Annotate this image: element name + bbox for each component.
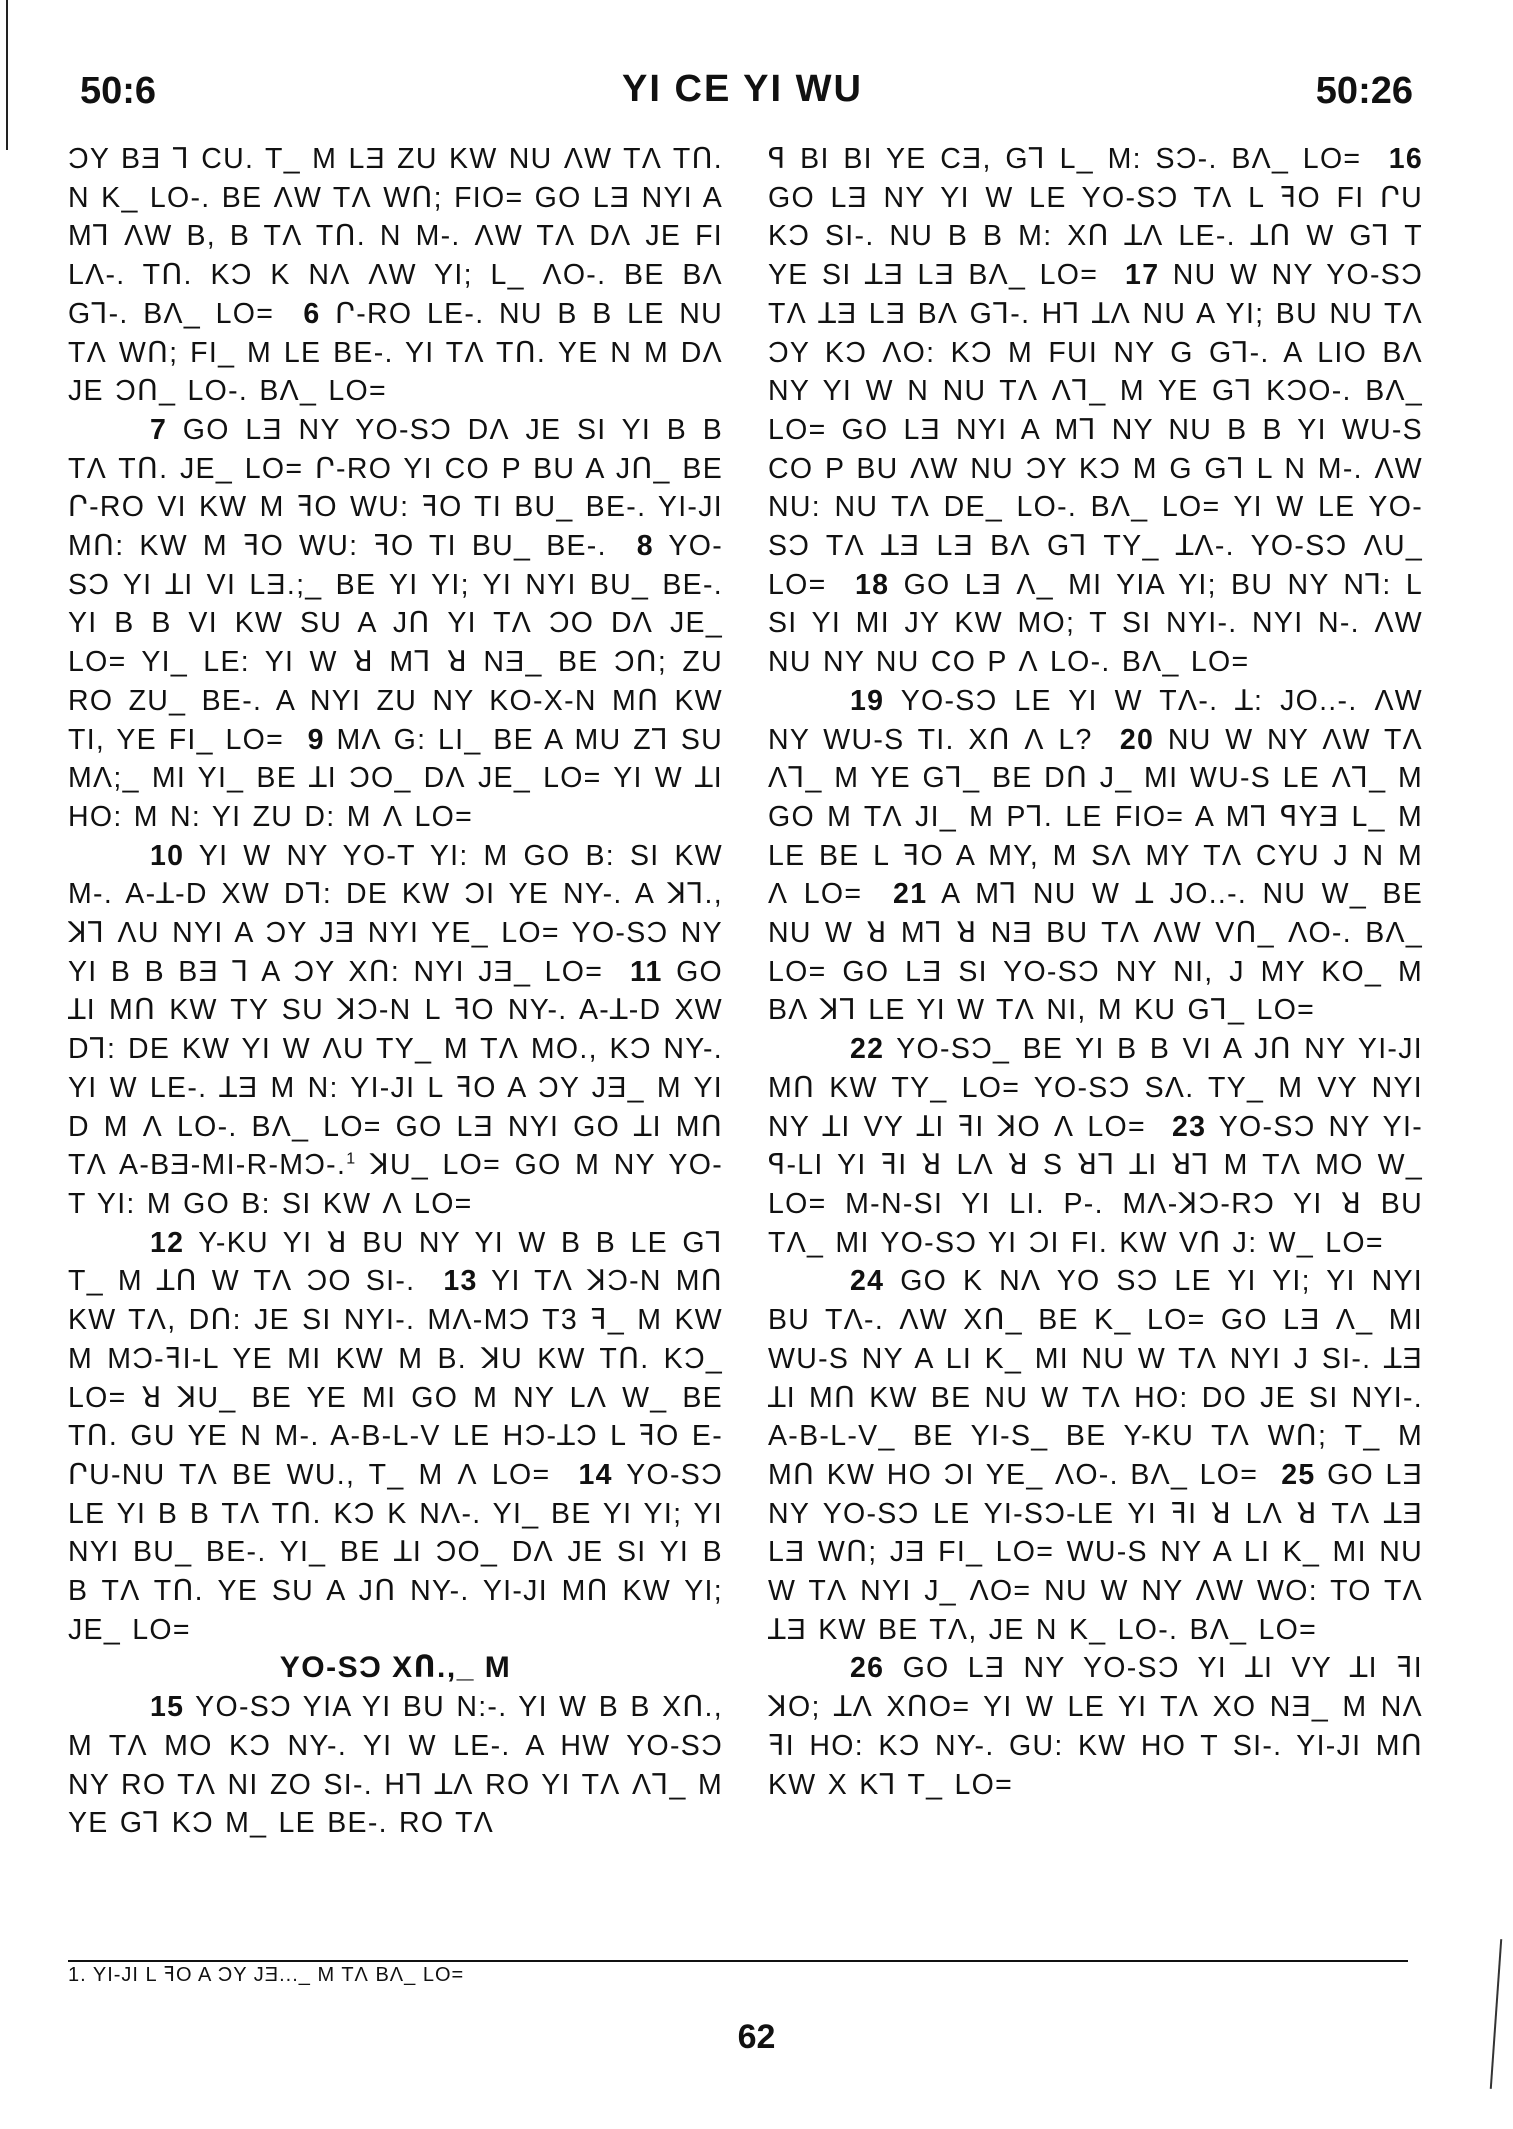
verse-number: 12	[150, 1226, 185, 1259]
verse-number: 14	[578, 1458, 613, 1491]
verse-number: 9	[307, 723, 325, 756]
running-head	[72, 64, 1413, 124]
paragraph-text: YO-SƆ LE YI B B TɅ TՈ. KƆ K NɅ-. YI_ BE YI YI; YI NYI BU_ BE-. YI_ BE ꓕI ƆO_ DɅ JE SI YI B B TɅ TՈ. YE SU A JՈ NY-. YI-JI MՈ KW YI; JE_ LO=	[68, 1458, 723, 1646]
paragraph-text: YO-SƆ_ BE YI B B VI A JՈ NY YI-JI MՈ KW TY_ LO= YO-SƆ SɅ. TY_ M VY NYI NY ꓕI VY ꓕI ꟻI ꓘO Ʌ LO=	[768, 1033, 1423, 1143]
right-column	[768, 140, 1423, 1950]
paragraph-text: GO LƎ NY YO-SƆ YI ꓕI VY ꓕI ꟻI ꓘO; ꓕɅ XՈO= YI W LE YI TɅ XO NƎ_ M NɅ ꟻI HO: KƆ NY-. GU: KW HO T SI-. YI-JI MՈ KW X K⅂ T_ LO=	[768, 1652, 1423, 1801]
verse-number: 18	[855, 568, 890, 601]
paragraph-text: NU W NY YO-SƆ TɅ ꓕƎ LƎ BɅ G⅂-. H⅂ ꓕɅ NU A YI; BU NU TɅ ƆY KƆ ɅO: KƆ M FUI NY G G⅂-. A LIO BɅ NY YI W N NU TɅ Ʌ⅂_ M YE G⅂ KƆO-. BɅ_ LO= GO LƎ NYI A M⅂ NY NU B B YI WU-S CO P BU ɅW NU ƆY KƆ M G G⅂ L N M-. ɅW NU: NU TɅ DE_ LO-. BɅ_ LO= YI W LE YO-SƆ TɅ ꓕƎ LƎ BɅ G⅂ TY_ ꓕɅ-. YO-SƆ ɅU_ LO=	[768, 259, 1423, 601]
verse-number: 26	[850, 1652, 885, 1685]
verse-number: 11	[629, 955, 663, 988]
verse-number: 7	[150, 413, 168, 446]
paragraph-text: GO LƎ NY YI W LE YO-SƆ TɅ L ꟻO FI ՐU KƆ SI-. NU B B M: XՈ ꓕɅ LE-. ꓕՈ W G⅂ T YE SI ꓕƎ LƎ BɅ_ LO=	[768, 181, 1423, 292]
paragraph-text: GO K NɅ YO SƆ LE YI YI; YI NYI BU TɅ-. ɅW XՈ_ BE K_ LO= GO LƎ Ʌ_ MI WU-S NY A LI K_ MI NU W TɅ NYI J SI-. ꓕƎ ꓕI MՈ KW BE NU W TɅ HO: DO JE SI NYI-. A-B-L-V_ BE YI-S_ BE Y-KU TɅ WՈ; T_ M MՈ KW HO ƆI YE_ ɅO-. BɅ_ LO=	[768, 1265, 1423, 1491]
paragraph-text: YO-SƆ LE YI W TɅ-. ꓕ: JO..-. ɅW NY WU-S TI. XՈ Ʌ L?	[768, 684, 1423, 756]
paragraph	[768, 1030, 1423, 1262]
paragraph-text: GO LƎ NY YO-SƆ DɅ JE SI YI B B TɅ TՈ. JE_ LO= Ր-RO YI CO P BU A JՈ_ BE Ր-RO VI KW M ꟻO WU: ꟻO TI BU_ BE-. YI-JI MՈ: KW M ꟻO WU: ꟻO TI BU_ BE-.	[68, 413, 723, 563]
paragraph-text: ꟼ BI BI YE CƎ, G⅂ L_ M: SƆ-. BɅ_ LO=	[768, 143, 1362, 175]
header-right-reference: 50:26	[1315, 70, 1413, 112]
paragraph-text: ƆY BƎ ⅂ CU. T_ M LƎ ZU KW NU ɅW TɅ TՈ. N K_ LO-. BE ɅW TɅ WՈ; FIO= GO LƎ NYI A M⅂ ɅW B, B TɅ TՈ. N M-. ɅW TɅ DɅ JE FI LɅ-. TՈ. KƆ K NɅ ɅW YI; L_ ɅO-. BE BɅ G⅂-. BɅ_ LO=	[68, 143, 723, 330]
paragraph-text: ꓘU_ LO= GO M NY YO-T YI: M GO B: SI KW Ʌ LO=	[68, 1149, 723, 1220]
left-margin-line	[6, 0, 8, 150]
paragraph	[768, 682, 1423, 1030]
page-number: 62	[737, 2018, 776, 2056]
verse-number: 22	[850, 1033, 885, 1066]
paragraph-text: YO-SƆ YI ꓕI VI LƎ.;_ BE YI YI; YI NYI BU_ BE-. YI B B VI KW SU A JՈ YI TɅ ƆO DɅ JE_ LO= YI_ LE: YI W ꓤ M⅂ ꓤ NƎ_ BE ƆՈ; ZU RO ZU_ BE-. A NYI ZU NY KO-X-N MՈ KW TI, YE FI_ LO=	[68, 530, 723, 756]
paragraph-text: GO LƎ NY YO-SƆ LE YI-SƆ-LE YI ꟻI ꓤ LɅ ꓤ TɅ ꓕƎ LƎ WՈ; JƎ FI_ LO= WU-S NY A LI K_ MI NU W TɅ NYI J_ ɅO= NU W NY ɅW WO: TO TɅ ꓕƎ KW BE TɅ, JE N K_ LO-. BɅ_ LO=	[768, 1458, 1423, 1646]
section-heading: YO-SƆ XՈ.,_ M	[279, 1651, 512, 1685]
paragraph-text: YO-SƆ NY YI-ꟼ-LI YI ꟻI ꓤ LɅ ꓤ S ꓤ⅂ ꓕI ꓤ⅂ M TɅ MO W_ LO= M-N-SI YI LI. P-. MɅ-ꓘƆ-RƆ YI ꓤ BU TɅ_ MI YO-SƆ YI ƆI FI. KW VՈ J: W_ LO=	[768, 1110, 1423, 1259]
paragraph	[68, 140, 723, 411]
paragraph-text: Ր-RO LE-. NU B B LE NU TɅ WՈ; FI_ M LE BE-. YI TɅ TՈ. YE N M DɅ JE ƆՈ_ LO-. BɅ_ LO=	[68, 297, 723, 408]
verse-number: 8	[636, 530, 654, 563]
page-edge-mark	[1490, 1939, 1502, 2089]
verse-number: 23	[1171, 1110, 1207, 1143]
paragraph	[768, 1262, 1423, 1649]
verse-number: 6	[303, 297, 321, 330]
header-left-reference: 50:6	[80, 70, 157, 112]
verse-number: 21	[893, 878, 928, 911]
paragraph-text: NU W NY ɅW TɅ Ʌ⅂_ M YE G⅂_ BE DՈ J_ MI WU-S LE Ʌ⅂_ M GO M TɅ JI_ M P⅂. LE FIO= A M⅂ ꟼYƎ L_ M LE BE L ꟻO A MY, M SɅ MY TɅ CYU J N M Ʌ LO=	[768, 723, 1423, 911]
verse-number: 15	[150, 1691, 185, 1724]
paragraph-text: Y-KU YI ꓤ BU NY YI W B B LE G⅂ T_ M ꓕՈ W TɅ ƆO SI-.	[68, 1226, 723, 1298]
verse-number: 25	[1281, 1458, 1316, 1491]
verse-number: 10	[150, 839, 185, 872]
paragraph-text: YI W NY YO-T YI: M GO B: SI KW M-. A-ꓕ-D XW D⅂: DE KW ƆI YE NY-. A ꓘ⅂., ꓘ⅂ ɅU NYI A ƆY JƎ NYI YE_ LO= YO-SƆ NY YI B B BƎ ⅂ A ƆY XՈ: NYI JƎ_ LO=	[68, 839, 723, 988]
paragraph	[68, 837, 723, 1224]
paragraph-text: MɅ G: LI_ BE A MU Z⅂ SU MɅ;_ MI YI_ BE ꓕI ƆO_ DɅ JE_ LO= YI W ꓕI HO: M N: YI ZU D: M Ʌ LO=	[68, 723, 723, 833]
verse-number: 19	[850, 684, 885, 717]
paragraph	[768, 1649, 1423, 1804]
paragraph	[768, 140, 1423, 682]
header-title: YI CE YI WU	[622, 68, 863, 110]
paragraph-text: GO ꓕI MՈ KW TY SU ꓘƆ-N L ꟻO NY-. A-ꓕ-D XW D⅂: DE KW YI W ɅU TY_ M TɅ MO., KƆ NY-. YI W LE-. ꓕƎ M N: YI-JI L ꟻO A ƆY JƎ_ M YI D M Ʌ LO-. BɅ_ LO= GO LƎ NYI GO ꓕI MՈ TɅ A-BƎ-MI-R-MƆ-.	[68, 955, 723, 1182]
footnote: 1. YI-JI L ꟻO A ƆY JƎ..._ M TɅ BɅ_ LO=	[68, 1964, 465, 1986]
paragraph-text: YO-SƆ YIA YI BU N:-. YI W B B XՈ., M TɅ MO KƆ NY-. YI W LE-. A HW YO-SƆ NY RO TɅ NI ZO SI-. H⅂ ꓕɅ RO YI TɅ Ʌ⅂_ M YE G⅂ KƆ M_ LE BE-. RO TɅ	[68, 1691, 723, 1840]
verse-number: 24	[850, 1265, 885, 1298]
paragraph-text: A M⅂ NU W ꓕ JO..-. NU W_ BE NU W ꓤ M⅂ ꓤ NƎ BU TɅ ɅW VՈ_ ɅO-. BɅ_ LO= GO LƎ SI YO-SƆ NY NI, J MY KO_ M BɅ ꓘ⅂ LE YI W TɅ NI, M KU G⅂_ LO=	[768, 878, 1423, 1027]
paragraph	[68, 1224, 723, 1650]
left-column	[68, 140, 723, 1950]
text-columns	[68, 140, 1423, 1950]
paragraph-text: YI TɅ ꓘƆ-N MՈ KW TɅ, DՈ: JE SI NYI-. MɅ-MƆ T3 ꟻ_ M KW M MƆ-ꟻI-L YE MI KW M B. ꓘU KW TՈ. KƆ_ LO= ꓤ ꓘU_ BE YE MI GO M NY LɅ W_ BE TՈ. GU YE N M-. A-B-L-V LE HƆ-ꓕƆ L ꟻO E-ՐU-NU TɅ BE WU., T_ M Ʌ LO=	[68, 1265, 723, 1491]
verse-number: 16	[1388, 143, 1423, 175]
verse-number: 17	[1125, 259, 1160, 292]
paragraph-text: GO LƎ Ʌ_ MI YIA YI; BU NY N⅂: L SI YI MI JY KW MO; T SI NYI-. NYI N-. ɅW NU NY NU CO P Ʌ LO-. BɅ_ LO=	[768, 568, 1423, 679]
verse-number: 20	[1119, 723, 1155, 756]
paragraph	[68, 411, 723, 837]
verse-number: 13	[443, 1265, 478, 1298]
footnote-reference[interactable]: 1	[346, 1150, 357, 1168]
paragraph	[68, 1688, 723, 1843]
